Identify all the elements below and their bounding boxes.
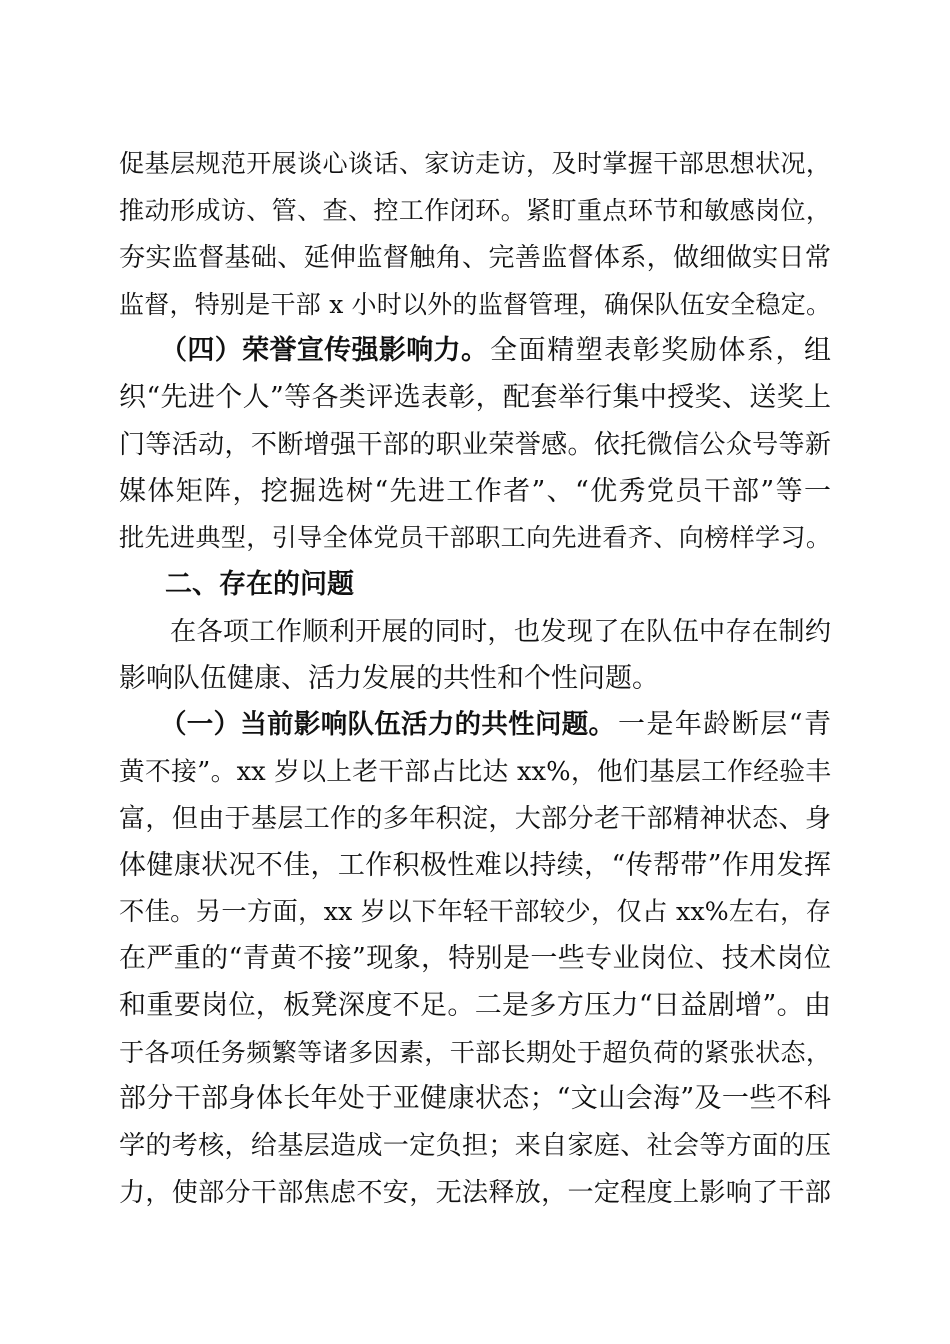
- body-text: 在各项工作顺利开展的同时，也发现了在队伍中存在制约: [170, 617, 831, 647]
- body-text: 监督，特别是干部 x 小时以外的监督管理，确保队伍安全稳定。: [119, 290, 831, 319]
- paragraph-line: [0, 846, 950, 886]
- paragraph-line: [0, 1173, 950, 1213]
- paragraph-line: [0, 425, 950, 465]
- paragraph-line: [0, 378, 950, 418]
- paragraph-line: [0, 892, 950, 932]
- paragraph-line: [0, 612, 950, 652]
- paragraph-line: [0, 1033, 950, 1073]
- body-text: 推动形成访、管、查、控工作闭环。紧盯重点环节和敏感岗位，: [119, 196, 831, 225]
- body-text: 夯实监督基础、延伸监督触角、完善监督体系，做细做实日常: [119, 243, 831, 273]
- section-heading-4: （四）荣誉宣传强影响力。: [160, 335, 488, 366]
- body-text: 一是年龄断层“青: [618, 709, 831, 740]
- paragraph-line: [0, 285, 950, 325]
- paragraph-line: [0, 191, 950, 231]
- paragraph-line: [0, 565, 950, 605]
- body-text: 织“先进个人”等各类评选表彰，配套举行集中授奖、送奖上: [119, 382, 831, 413]
- paragraph-line: [0, 659, 950, 699]
- paragraph-line: [0, 518, 950, 558]
- body-text: 和重要岗位，板凳深度不足。二是多方压力“日益剧增”。由: [119, 990, 831, 1021]
- section-heading-1: （一）当前影响队伍活力的共性问题。: [160, 709, 615, 740]
- body-text: 批先进典型，引导全体党员干部职工向先进看齐、向榜样学习。: [119, 523, 831, 552]
- paragraph-line: [0, 331, 950, 371]
- paragraph-line: [0, 799, 950, 839]
- paragraph-line: [0, 1079, 950, 1119]
- body-text: 富，但由于基层工作的多年积淀，大部分老干部精神状态、身: [119, 804, 831, 834]
- body-text: 影响队伍健康、活力发展的共性和个性问题。: [119, 663, 659, 694]
- paragraph-line: [0, 752, 950, 792]
- paragraph-line: [0, 986, 950, 1026]
- body-text: 于各项任务频繁等诸多因素，干部长期处于超负荷的紧张状态，: [119, 1038, 831, 1067]
- body-text: 媒体矩阵，挖掘选树“先进工作者”、“优秀党员干部”等一: [119, 476, 831, 507]
- body-text: 门等活动，不断增强干部的职业荣誉感。依托微信公众号等新: [119, 430, 831, 460]
- paragraph-line: [0, 1126, 950, 1166]
- body-text: 不佳。另一方面，xx 岁以下年轻干部较少，仅占 xx%左右，存: [119, 897, 831, 926]
- paragraph-line: [0, 705, 950, 745]
- paragraph-line: [0, 144, 950, 184]
- body-text: 力，使部分干部焦虑不安，无法释放，一定程度上影响了干部: [119, 1178, 831, 1208]
- body-text: 促基层规范开展谈心谈话、家访走访，及时掌握干部思想状况，: [119, 149, 831, 178]
- body-text: 部分干部身体长年处于亚健康状态；“文山会海”及一些不科: [119, 1083, 831, 1114]
- paragraph-line: [0, 238, 950, 278]
- body-text: 黄不接”。xx 岁以上老干部占比达 xx%，他们基层工作经验丰: [119, 757, 831, 787]
- paragraph-line: [0, 472, 950, 512]
- paragraph-line: [0, 939, 950, 979]
- body-text: 学的考核，给基层造成一定负担；来自家庭、社会等方面的压: [119, 1131, 831, 1161]
- body-text: 全面精塑表彰奖励体系，组: [490, 335, 831, 366]
- section-heading: 二、存在的问题: [165, 569, 354, 600]
- body-text: 在严重的“青黄不接”现象，特别是一些专业岗位、技术岗位: [119, 943, 831, 974]
- body-text: 体健康状况不佳，工作积极性难以持续，“传帮带”作用发挥: [119, 850, 831, 881]
